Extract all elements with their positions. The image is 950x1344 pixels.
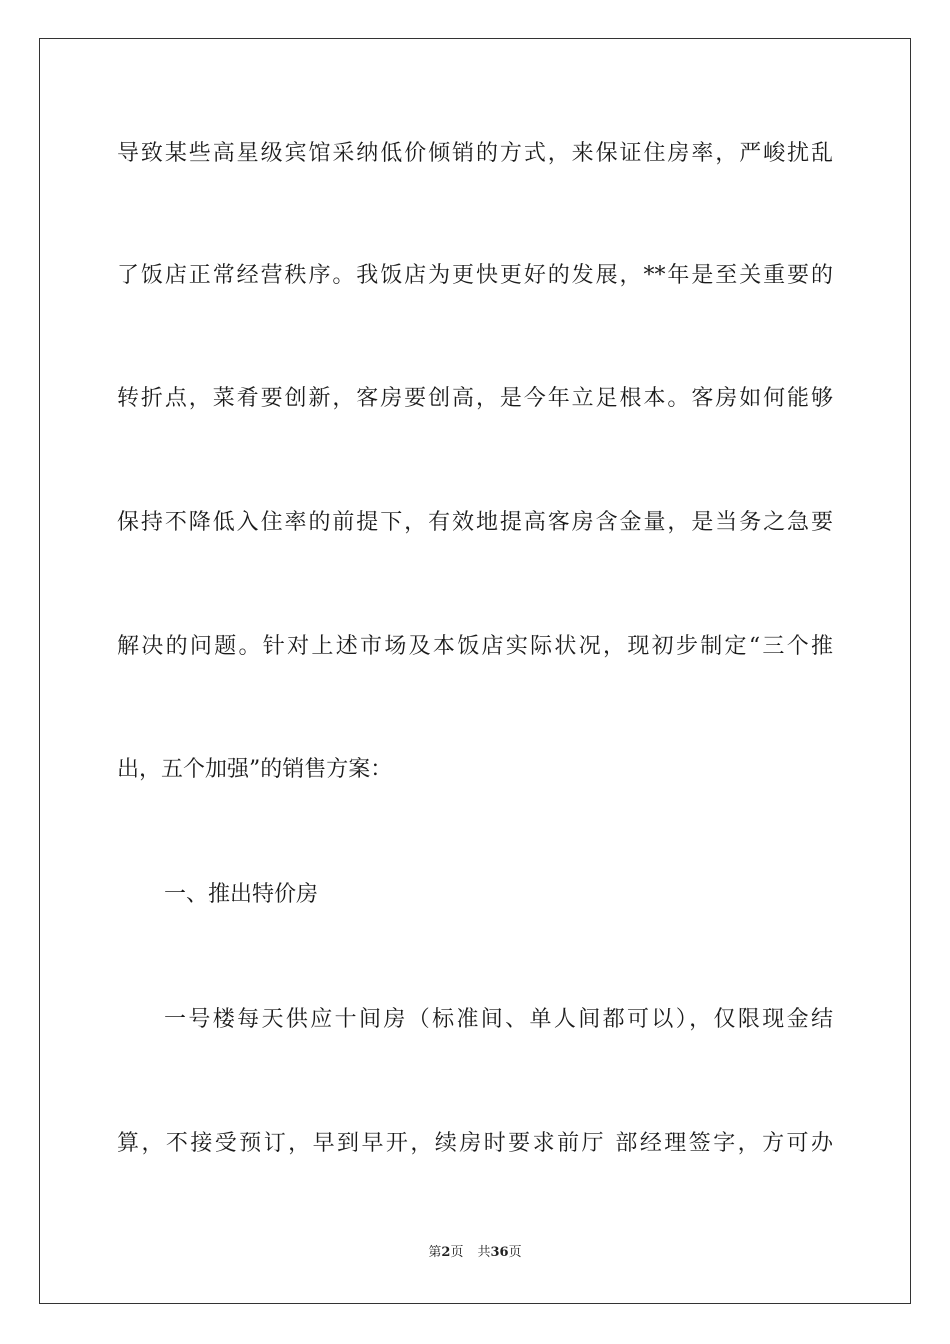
footer-total-prefix: 共 — [477, 1245, 491, 1260]
footer-page-number: 2 — [441, 1245, 451, 1260]
page-border — [39, 38, 911, 1304]
body-line-8: 一号楼每天供应十间房（标准间、单人间都可以），仅限现金结 — [164, 1007, 833, 1032]
body-line-1: 导致某些高星级宾馆采纳低价倾销的方式，来保证住房率，严峻扰乱 — [117, 141, 833, 166]
body-line-9: 算，不接受预订，早到早开，续房时要求前厅 部经理签字，方可办 — [117, 1131, 833, 1156]
body-line-5: 解决的问题。针对上述市场及本饭店实际状况，现初步制定“三个推 — [117, 634, 833, 659]
footer-page-prefix: 第 — [428, 1245, 442, 1260]
footer-total-suffix: 页 — [508, 1245, 522, 1260]
body-line-3: 转折点，菜肴要创新，客房要创高，是今年立足根本。客房如何能够 — [117, 386, 833, 411]
body-line-2: 了饭店正常经营秩序。我饭店为更快更好的发展，**年是至关重要的 — [117, 263, 833, 288]
body-line-6: 出，五个加强”的销售方案： — [117, 757, 393, 782]
page-footer — [0, 1244, 950, 1262]
footer-total-pages: 36 — [490, 1245, 509, 1260]
body-line-4: 保持不降低入住率的前提下，有效地提高客房含金量，是当务之急要 — [117, 510, 833, 535]
section-heading: 一、推出特价房 — [164, 882, 319, 907]
footer-page-suffix: 页 — [450, 1245, 464, 1260]
